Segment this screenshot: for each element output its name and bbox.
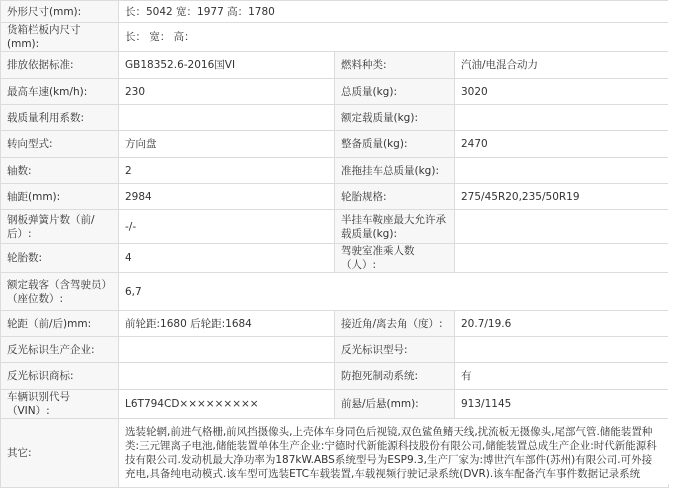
field-label: 最高车速(km/h): — [1, 79, 119, 105]
spec-row — [1, 210, 669, 244]
field-value: 2984 — [119, 184, 335, 210]
spec-row — [1, 23, 669, 52]
spec-row — [1, 311, 669, 337]
field-value: GB18352.6-2016国VI — [119, 52, 335, 79]
field-label: 防抱死制动系统: — [335, 363, 455, 390]
field-value: 长： 宽： 高： — [119, 23, 669, 52]
field-label: 整备质量(kg): — [335, 131, 455, 158]
field-label: 车辆识别代号（VIN）: — [1, 390, 119, 419]
field-value: 6,7 — [119, 273, 669, 311]
other-notes: 选装轮辋,前进气格栅,前风挡摄像头,上壳体车身同色后视镜,双色鲨鱼鳍天线,扰流板无摄像头,尾部气管.储能装置种类:三元锂离子电池,储能装置单体生产企业:宁德时代新能源科技股份有限公司,储能装置总成生产企业:时代新能源科技有限公司.发动机最大净功率为187kW.ABS系统型号为ESP9.3,生产厂家为:博世汽车部件(苏州)有限公司.可外接充电,具备纯电动模式.该车型可选装ETC车载装置,车载视频行驶记录系统(DVR).该车配备汽车事件数据记录系统 — [119, 419, 669, 488]
field-value: 4 — [119, 244, 335, 273]
field-label: 载质量利用系数: — [1, 105, 119, 131]
field-value: 汽油/电混合动力 — [455, 52, 669, 79]
field-label: 反光标识生产企业: — [1, 337, 119, 363]
field-label: 其它: — [1, 419, 119, 488]
spec-row — [1, 419, 669, 488]
field-value: 前轮距:1680 后轮距:1684 — [119, 311, 335, 337]
field-value — [455, 244, 669, 273]
field-value: 3020 — [455, 79, 669, 105]
spec-row — [1, 105, 669, 131]
field-label: 轴距(mm): — [1, 184, 119, 210]
spec-row — [1, 273, 669, 311]
field-value: 长：5042 宽：1977 高：1780 — [119, 1, 669, 23]
field-label: 外形尺寸(mm): — [1, 1, 119, 23]
right-margin — [668, 0, 675, 484]
spec-row — [1, 244, 669, 273]
field-label: 反光标识商标: — [1, 363, 119, 390]
field-value: 20.7/19.6 — [455, 311, 669, 337]
field-label: 燃料种类: — [335, 52, 455, 79]
spec-row — [1, 363, 669, 390]
field-value: -/- — [119, 210, 335, 244]
field-label: 钢板弹簧片数（前/后）: — [1, 210, 119, 244]
field-value: 230 — [119, 79, 335, 105]
field-label: 前悬/后悬(mm): — [335, 390, 455, 419]
spec-row — [1, 79, 669, 105]
field-value: 2 — [119, 158, 335, 184]
field-value — [455, 105, 669, 131]
field-label: 轮胎规格: — [335, 184, 455, 210]
field-label: 总质量(kg): — [335, 79, 455, 105]
field-value: 913/1145 — [455, 390, 669, 419]
field-label: 排放依据标准: — [1, 52, 119, 79]
field-value: 2470 — [455, 131, 669, 158]
field-label: 额定载客（含驾驶员）（座位数）: — [1, 273, 119, 311]
field-label: 轮胎数: — [1, 244, 119, 273]
field-label: 准拖挂车总质量(kg): — [335, 158, 455, 184]
spec-row — [1, 337, 669, 363]
spec-row — [1, 390, 669, 419]
field-label: 半挂车鞍座最大允许承载质量(kg): — [335, 210, 455, 244]
field-value — [455, 210, 669, 244]
spec-row — [1, 131, 669, 158]
field-value: 275/45R20,235/50R19 — [455, 184, 669, 210]
field-value — [119, 105, 335, 131]
field-value: L6T794CD××××××××× — [119, 390, 335, 419]
field-value: 方向盘 — [119, 131, 335, 158]
field-value — [119, 363, 335, 390]
field-label: 接近角/离去角（度）: — [335, 311, 455, 337]
field-label: 货箱栏板内尺寸(mm): — [1, 23, 119, 52]
field-label: 轴数: — [1, 158, 119, 184]
field-value — [119, 337, 335, 363]
field-label: 额定载质量(kg): — [335, 105, 455, 131]
spec-row — [1, 184, 669, 210]
spec-row — [1, 158, 669, 184]
field-label: 轮距（前/后)mm: — [1, 311, 119, 337]
spec-row — [1, 52, 669, 79]
field-label: 反光标识型号: — [335, 337, 455, 363]
spec-row — [1, 1, 669, 23]
field-value: 有 — [455, 363, 669, 390]
field-value — [455, 337, 669, 363]
field-label: 转向型式: — [1, 131, 119, 158]
field-value — [455, 158, 669, 184]
field-label: 驾驶室准乘人数（人）: — [335, 244, 455, 273]
